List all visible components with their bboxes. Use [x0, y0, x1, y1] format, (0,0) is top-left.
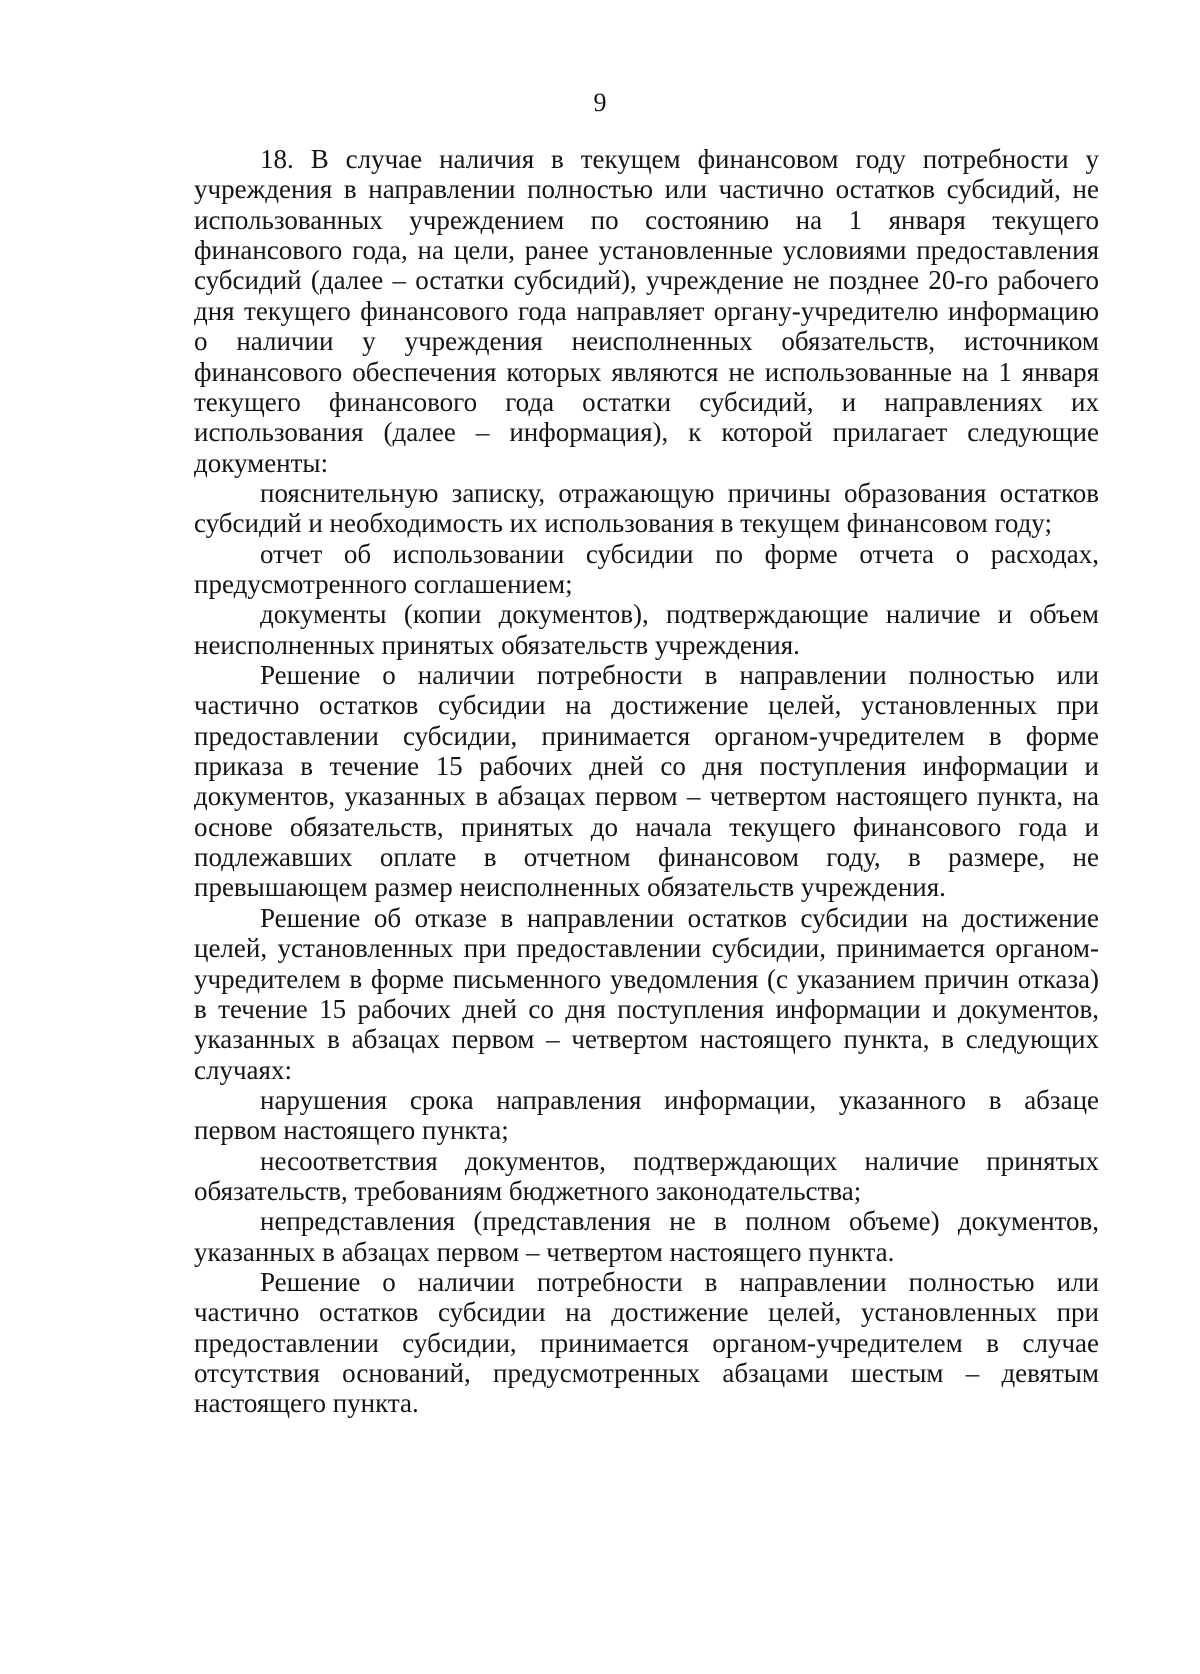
paragraph-5-line: превышающем размер неисполненных обязательств учреждения. — [194, 872, 946, 903]
paragraph-5-line: подлежавших оплате в отчетном финансовом году, в размере, не — [194, 842, 1099, 873]
paragraph-1-line: использованных учреждением по состоянию на 1 января текущего — [194, 204, 1099, 235]
paragraph-1-line: финансового обеспечения которых являются не использованные на 1 января — [194, 356, 1099, 387]
paragraph-5-line: предоставлении субсидии, принимается органом-учредителем в форме — [194, 720, 1099, 751]
paragraph-5-line: документов, указанных в абзацах первом – четвертом настоящего пункта, на — [194, 781, 1099, 812]
paragraph-1-line: использования (далее – информация), к которой прилагает следующие — [194, 417, 1099, 448]
paragraph-5-line: основе обязательств, принятых до начала текущего финансового года и — [194, 811, 1099, 842]
paragraph-4-line: документы (копии документов), подтверждающие наличие и объем — [260, 599, 1099, 630]
paragraph-10-line: Решение о наличии потребности в направлении полностью или — [260, 1267, 1099, 1297]
paragraph-5-line: приказа в течение 15 рабочих дней со дня поступления информации и — [194, 751, 1099, 781]
paragraph-3-line: предусмотренного соглашением; — [194, 568, 573, 599]
paragraph-6-line: учредителем в форме письменного уведомления (с указанием причин отказа) — [194, 963, 1099, 994]
paragraph-9-line: непредставления (представления не в полном объеме) документов, — [260, 1206, 1099, 1237]
paragraph-1-line: учреждения в направлении полностью или частично остатков субсидий, не — [194, 174, 1099, 205]
paragraph-10-line: настоящего пункта. — [194, 1388, 419, 1419]
paragraph-6-line: целей, установленных при предоставлении субсидии, принимается органом- — [194, 933, 1099, 964]
paragraph-1-line: субсидий (далее – остатки субсидий), учреждение не позднее 20-го рабочего — [194, 265, 1099, 296]
paragraph-6-line: указанных в абзацах первом – четвертом настоящего пункта, в следующих — [194, 1024, 1099, 1055]
paragraph-2-line: субсидий и необходимость их использования в текущем финансовом году; — [194, 508, 1052, 539]
paragraph-8-line: обязательств, требованиям бюджетного законодательства; — [194, 1175, 862, 1206]
paragraph-10-line: отсутствия оснований, предусмотренных абзацами шестым – девятым — [194, 1358, 1099, 1388]
paragraph-1-line: финансового года, на цели, ранее установленные условиями предоставления — [194, 235, 1099, 266]
paragraph-9-line: указанных в абзацах первом – четвертом настоящего пункта. — [194, 1236, 895, 1267]
paragraph-2-line: пояснительную записку, отражающую причины образования остатков — [260, 477, 1099, 508]
paragraph-1-line: 18. В случае наличия в текущем финансовом году потребности у — [260, 144, 1099, 174]
paragraph-4-line: неисполненных принятых обязательств учреждения. — [194, 629, 800, 660]
paragraph-7-line: нарушения срока направления информации, указанного в абзаце — [260, 1084, 1099, 1115]
paragraph-1-line: о наличии у учреждения неисполненных обязательств, источником — [194, 326, 1099, 357]
paragraph-6-line: Решение об отказе в направлении остатков субсидии на достижение — [260, 902, 1099, 933]
paragraph-6-line: случаях: — [194, 1054, 292, 1085]
page-number: 9 — [593, 88, 607, 117]
paragraph-8-line: несоответствия документов, подтверждающих наличие принятых — [260, 1145, 1099, 1176]
paragraph-1-line: документы: — [194, 447, 329, 478]
paragraph-7-line: первом настоящего пункта; — [194, 1115, 509, 1146]
paragraph-10-line: предоставлении субсидии, принимается органом-учредителем в случае — [194, 1327, 1099, 1358]
paragraph-5-line: частично остатков субсидии на достижение целей, установленных при — [194, 690, 1099, 721]
paragraph-1-line: текущего финансового года остатки субсидий, и направлениях их — [194, 386, 1099, 417]
paragraph-3-line: отчет об использовании субсидии по форме отчета о расходах, — [260, 538, 1099, 569]
paragraph-1-line: дня текущего финансового года направляет органу-учредителю информацию — [194, 295, 1099, 326]
paragraph-5-line: Решение о наличии потребности в направлении полностью или — [260, 660, 1099, 690]
paragraph-6-line: в течение 15 рабочих дней со дня поступления информации и документов, — [194, 993, 1099, 1024]
paragraph-10-line: частично остатков субсидии на достижение целей, установленных при — [194, 1297, 1099, 1328]
